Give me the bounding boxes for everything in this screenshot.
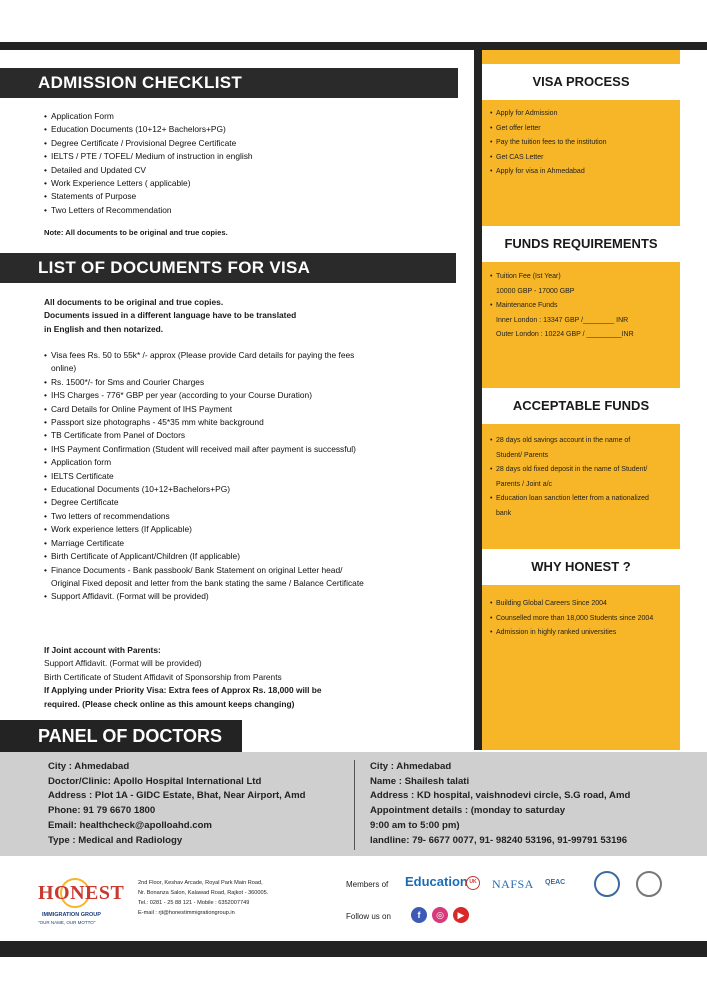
visa-document-item: • Marriage Certificate (44, 537, 364, 550)
admission-item: • Application Form (44, 110, 253, 123)
visa-document-item: • Finance Documents - Bank passbook/ Bank Statement on original Letter head/ Original Fixed deposit and letter from the bank stating the same / Balance Certificate (44, 564, 364, 591)
visa-process-item: • Get CAS Letter (490, 151, 676, 166)
acceptable-funds-item: • 28 days old savings account in the name of Student/ Parents (490, 434, 650, 463)
visa-document-item: • IHS Payment Confirmation (Student will received mail after payment is successful) (44, 443, 364, 456)
address-line: Nr. Bonanza Salon, Kalawad Road, Rajkot - 360005. (138, 890, 269, 896)
visa-document-item: • Support Affidavit. (Format will be provided) (44, 590, 364, 603)
visa-process-item: • Apply for Admission (490, 107, 676, 122)
education-uk-logo: Education (405, 874, 468, 889)
funds-outer-london: Outer London : 10224 GBP / _________INR (496, 331, 634, 339)
visa-document-item: • IHS Charges - 776* GBP per year (according to your Course Duration) (44, 389, 364, 402)
visa-document-item: • TB Certificate from Panel of Doctors (44, 429, 364, 442)
logo-name: HONEST (38, 882, 125, 904)
doctor-detail-line: Address : KD hospital, vaishnodevi circle, S.G road, Amd (370, 790, 631, 802)
left-column (0, 50, 474, 750)
admission-item: • IELTS / PTE / TOFEL/ Medium of instruction in english (44, 150, 253, 163)
funds-inner-london: Inner London : 13347 GBP /________ INR (496, 316, 629, 324)
visa-document-item: • Educational Documents (10+12+Bachelors+PG) (44, 483, 364, 496)
visa-intro-line: in English and then notarized. (44, 323, 164, 334)
visa-documents-list (44, 349, 364, 604)
visa-process-heading: VISA PROCESS (482, 64, 680, 100)
doctor-detail-line: Appointment details : (monday to saturday (370, 805, 566, 817)
follow-label: Follow us on (346, 912, 391, 921)
visa-document-item: • Application form (44, 456, 364, 469)
panel-of-doctors (0, 752, 707, 856)
funds-list (490, 270, 676, 343)
panel-divider (354, 760, 355, 850)
doctor-detail-line: landline: 79- 6677 0077, 91- 98240 53196, 91-99791 53196 (370, 834, 628, 846)
acceptable-funds-heading: ACCEPTABLE FUNDS (482, 388, 680, 424)
visa-process-item: • Pay the tuition fees to the institution (490, 136, 676, 151)
doctor-detail-line: City : Ahmedabad (48, 761, 130, 772)
qeac-badge-icon (636, 871, 662, 897)
acceptable-funds-item: • Education loan sanction letter from a nationalized bank (490, 492, 650, 521)
address-line: Tel.: 0281 - 25 88 121 - Mobile : 6352007749 (138, 900, 250, 906)
visa-intro-line: All documents to be original and true copies. (44, 297, 224, 307)
why-honest-item: • Building Global Careers Since 2004 (490, 597, 660, 612)
visa-intro-line: Documents issued in a different language have to be translated (44, 310, 297, 321)
admission-item: • Education Documents (10+12+ Bachelors+PG) (44, 123, 253, 136)
members-label: Members of (346, 880, 389, 889)
visa-document-item: • Rs. 1500*/- for Sms and Courier Charges (44, 376, 364, 389)
right-margin (680, 50, 707, 750)
why-honest-item: • Admission in highly ranked universities (490, 626, 660, 641)
footer (0, 856, 707, 941)
icef-badge-icon (594, 871, 620, 897)
funds-maintenance-label: • Maintenance Funds (490, 299, 676, 314)
acceptable-funds-list (490, 434, 650, 522)
visa-document-item: • IELTS Certificate (44, 470, 364, 483)
visa-document-item: • Passport size photographs - 45*35 mm white background (44, 416, 364, 429)
why-honest-list (490, 597, 660, 641)
funds-requirements-heading: FUNDS REQUIREMENTS (482, 226, 680, 262)
visa-process-item: • Get offer letter (490, 122, 676, 137)
visa-document-item: • Visa fees Rs. 50 to 55k* /- approx (Please provide Card details for paying the fees online) (44, 349, 364, 376)
joint-account-block (44, 644, 464, 711)
admission-item: • Two Letters of Recommendation (44, 204, 253, 217)
why-honest-item: • Counselled more than 18,000 Students since 2004 (490, 612, 660, 627)
address-line: 2nd Floor, Keshav Arcade, Royal Park Main Road, (138, 880, 263, 886)
qeac-logo: QEAC (545, 879, 566, 886)
visa-document-item: • Two letters of recommendations (44, 510, 364, 523)
uk-badge: UK (466, 876, 480, 890)
youtube-icon[interactable]: ▶ (453, 907, 469, 923)
visa-intro (44, 296, 464, 336)
bottom-bar (0, 941, 707, 957)
acceptable-funds-item: • 28 days old fixed deposit in the name of Student/ Parents / Joint a/c (490, 463, 650, 492)
doctor-detail-line: Phone: 91 79 6670 1800 (48, 805, 156, 817)
facebook-icon[interactable]: f (411, 907, 427, 923)
logo-motto: "OUR NAME, OUR MOTTO" (38, 920, 96, 925)
panel-of-doctors-heading: PANEL OF DOCTORS (0, 720, 242, 752)
joint-account-title: If Joint account with Parents: (44, 645, 161, 655)
doctor-detail-line: Doctor/Clinic: Apollo Hospital International Ltd (48, 775, 262, 787)
visa-document-item: • Card Details for Online Payment of IHS Payment (44, 403, 364, 416)
nafsa-logo: NAFSA (492, 877, 534, 891)
office-address (138, 878, 328, 918)
admission-item: • Degree Certificate / Provisional Degree Certificate (44, 137, 253, 150)
doctor-detail-line: City : Ahmedabad (370, 761, 452, 772)
visa-process-list (490, 107, 676, 180)
doctor-talati (370, 760, 700, 848)
doctor-detail-line: Email: healthcheck@apolloahd.com (48, 819, 212, 831)
right-column (482, 50, 680, 750)
visa-process-item: • Apply for visa in Ahmedabad (490, 165, 676, 180)
doctor-detail-line: Address : Plot 1A - GIDC Estate, Bhat, Near Airport, Amd (48, 790, 306, 802)
admission-note: Note: All documents to be original and true copies. (44, 228, 228, 237)
joint-line-2: Birth Certificate of Student Affidavit of Sponsorship from Parents (44, 671, 282, 682)
admission-item: • Work Experience Letters ( applicable) (44, 177, 253, 190)
why-honest-heading: WHY HONEST ? (482, 549, 680, 585)
address-line: E-mail : rjt@honestimmigrationgroup.in (138, 910, 235, 916)
visa-document-item: • Work experience letters (If Applicable) (44, 523, 364, 536)
priority-visa-note: If Applying under Priority Visa: Extra fees of Approx Rs. 18,000 will be required. (Please check online as this amount keeps changing) (44, 685, 322, 709)
column-divider (474, 50, 482, 750)
funds-tuition-value: 10000 GBP - 17000 GBP (496, 287, 575, 295)
admission-checklist-heading: ADMISSION CHECKLIST (0, 68, 458, 98)
doctor-detail-line: 9:00 am to 5:00 pm) (370, 819, 460, 831)
visa-document-item: • Birth Certificate of Applicant/Children (If applicable) (44, 550, 364, 563)
honest-logo (38, 870, 128, 930)
visa-document-item: • Degree Certificate (44, 496, 364, 509)
admission-list (44, 110, 253, 217)
doctor-detail-line: Type : Medical and Radiology (48, 834, 183, 846)
admission-item: • Detailed and Updated CV (44, 164, 253, 177)
admission-item: • Statements of Purpose (44, 190, 253, 203)
funds-tuition-label: • Tuition Fee (Ist Year) (490, 270, 676, 285)
doctor-apollo (48, 760, 348, 848)
instagram-icon[interactable]: ◎ (432, 907, 448, 923)
visa-documents-heading: LIST OF DOCUMENTS FOR VISA (0, 253, 456, 283)
top-bar (0, 42, 707, 50)
logo-subtitle: IMMIGRATION GROUP (42, 912, 101, 918)
joint-line-1: Support Affidavit. (Format will be provided) (44, 658, 202, 669)
doctor-detail-line: Name : Shailesh talati (370, 775, 470, 787)
